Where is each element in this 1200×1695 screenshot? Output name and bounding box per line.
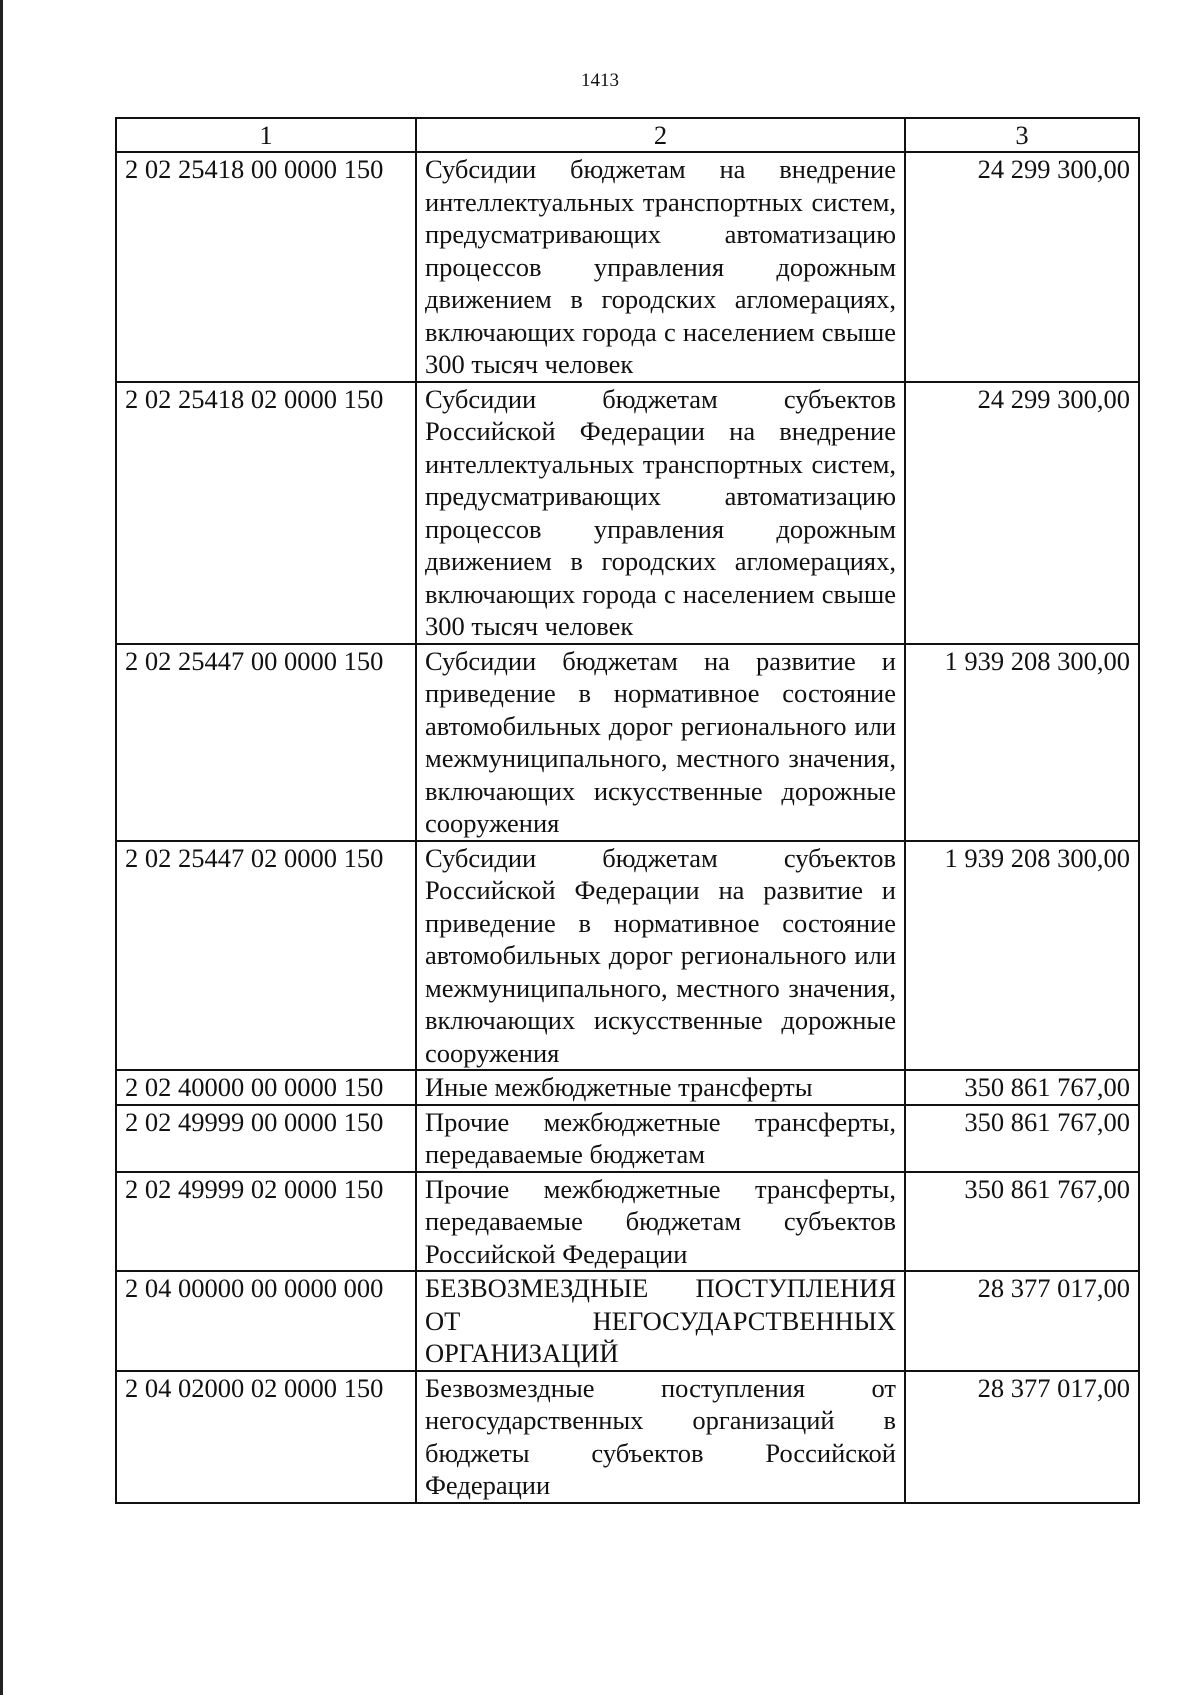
row-name: Прочие межбюджетные трансферты, передаваемые бюджетам субъектов Российской Федерации	[416, 1172, 905, 1272]
table-row	[116, 1105, 1139, 1172]
column-header-name: 2	[416, 118, 905, 152]
table-row	[116, 644, 1139, 841]
row-amount: 350 861 767,00	[905, 1070, 1139, 1105]
table-row	[116, 1271, 1139, 1371]
row-code: 2 04 00000 00 0000 000	[116, 1271, 416, 1371]
row-amount: 1 939 208 300,00	[905, 644, 1139, 841]
row-code: 2 02 49999 00 0000 150	[116, 1105, 416, 1172]
row-amount: 28 377 017,00	[905, 1271, 1139, 1371]
row-name: Субсидии бюджетам на развитие и приведение в нормативное состояние автомобильных дорог регионального или межмуниципального, местного значения, включающих искусственные дорожные сооружения	[416, 644, 905, 841]
table-row	[116, 841, 1139, 1071]
table-row	[116, 1371, 1139, 1503]
table-header-row	[116, 118, 1139, 152]
column-header-code: 1	[116, 118, 416, 152]
table-row	[116, 382, 1139, 644]
table-row	[116, 1172, 1139, 1272]
row-code: 2 02 40000 00 0000 150	[116, 1070, 416, 1105]
row-amount: 350 861 767,00	[905, 1105, 1139, 1172]
row-name: Субсидии бюджетам на внедрение интеллектуальных транспортных систем, предусматривающих автоматизацию процессов управления дорожным движением в городских агломерациях, включающих города с населением свыше 300 тысяч человек	[416, 152, 905, 382]
row-code: 2 02 25447 02 0000 150	[116, 841, 416, 1071]
row-amount: 24 299 300,00	[905, 382, 1139, 644]
scan-edge-line	[0, 0, 3, 1695]
budget-table	[115, 117, 1140, 1504]
row-amount: 28 377 017,00	[905, 1371, 1139, 1503]
row-name: Иные межбюджетные трансферты	[416, 1070, 905, 1105]
row-code: 2 02 25418 02 0000 150	[116, 382, 416, 644]
row-name: Субсидии бюджетам субъектов Российской Федерации на развитие и приведение в нормативное состояние автомобильных дорог регионального или межмуниципального, местного значения, включающих искусственные дорожные сооружения	[416, 841, 905, 1071]
page-number: 1413	[581, 70, 619, 91]
row-name: Безвозмездные поступления от негосударственных организаций в бюджеты субъектов Российской Федерации	[416, 1371, 905, 1503]
table-row	[116, 152, 1139, 382]
row-code: 2 04 02000 02 0000 150	[116, 1371, 416, 1503]
row-name: БЕЗВОЗМЕЗДНЫЕ ПОСТУПЛЕНИЯ ОТ НЕГОСУДАРСТВЕННЫХ ОРГАНИЗАЦИЙ	[416, 1271, 905, 1371]
row-amount: 1 939 208 300,00	[905, 841, 1139, 1071]
row-code: 2 02 49999 02 0000 150	[116, 1172, 416, 1272]
table-row	[116, 1070, 1139, 1105]
row-code: 2 02 25447 00 0000 150	[116, 644, 416, 841]
row-code: 2 02 25418 00 0000 150	[116, 152, 416, 382]
row-amount: 350 861 767,00	[905, 1172, 1139, 1272]
row-amount: 24 299 300,00	[905, 152, 1139, 382]
column-header-amount: 3	[905, 118, 1139, 152]
row-name: Субсидии бюджетам субъектов Российской Федерации на внедрение интеллектуальных транспортных систем, предусматривающих автоматизацию процессов управления дорожным движением в городских агломерациях, включающих города с населением свыше 300 тысяч человек	[416, 382, 905, 644]
row-name: Прочие межбюджетные трансферты, передаваемые бюджетам	[416, 1105, 905, 1172]
